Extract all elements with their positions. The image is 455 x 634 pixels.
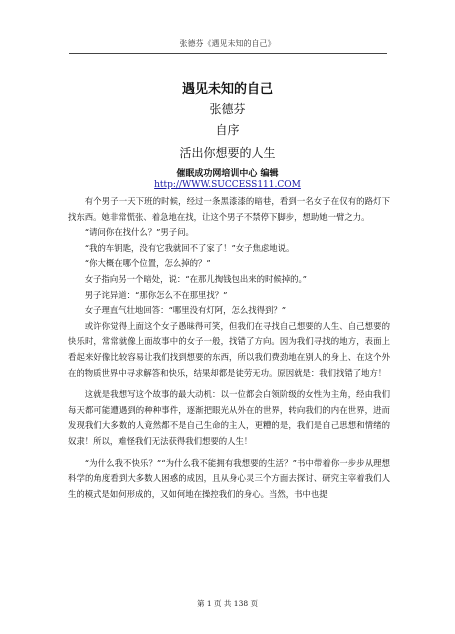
- paragraph: 女子理直气壮地回答：“哪里没有灯阿，怎么找得到？”: [84, 305, 286, 316]
- editor-credit: 催眠成功网培训中心 编辑: [176, 169, 279, 179]
- paragraph: 有个男子一天下班的时候，经过一条黑漆漆的暗巷，看到一名女子在仅有的路灯下找东西。她非常慌张、着急地在找，让这个男子不禁停下脚步，想助她一臂之力。: [68, 196, 390, 222]
- header-divider: [69, 53, 387, 54]
- paragraph: “你大概在哪个位置，怎么掉的？”: [84, 258, 211, 269]
- section-subtitle: 活出你想要的人生: [179, 146, 276, 160]
- section-heading: 自序: [215, 123, 240, 137]
- paragraph: 女子指向另一个暗处，说：“在那儿掏钱包出来的时候掉的。”: [84, 273, 307, 284]
- paragraph: “为什么我不快乐？”“为什么我不能拥有我想要的生活？”书中带着你一步步从理想科学的角度看到大多数人困惑的成因，且从身心灵三个方面去探讨、研究主宰着我们人生的模式是如何形成的，又如何地在操控我们的身心。当然，书中也提: [68, 457, 390, 499]
- page-number: 第 1 页 共 138 页: [196, 599, 258, 608]
- document-title: 遇见未知的自己: [181, 82, 273, 97]
- paragraph: “请问你在找什么？”男子问。: [84, 227, 194, 238]
- body-text: [68, 194, 390, 502]
- website-link[interactable]: http://WWW.SUCCESS111.COM: [154, 180, 301, 190]
- running-header: 张德芬《遇见未知的自己》: [179, 39, 276, 48]
- author-name: 张德芬: [209, 102, 246, 116]
- paragraph: 男子诧异道：“那你怎么不在那里找？”: [84, 289, 228, 300]
- paragraph: “我的车钥匙，没有它我就回不了家了！”女子焦虑地说。: [84, 242, 295, 253]
- paragraph: 这就是我想写这个故事的最大动机：以一位都会白领阶级的女性为主角，经由我们每天都可能遭遇到的种种事件，逐渐把眼光从外在的世界，转向我们的内在世界，进而发现我们大多数的人竟然都不是自己生命的主人，更糟的是，我们是自己思想和情绪的奴隶！所以，难怪我们无法获得我们想要的人生！: [68, 389, 390, 446]
- paragraph: 或许你觉得上面这个女子愚昧得可笑，但我们在寻找自己想要的人生、自己想要的快乐时，常常就像上面故事中的女子一般，找错了方向。因为我们寻找的地方，表面上看起来好像比较容易让我们找到想要的东西，所以我们费劲地在别人的身上、在这个外在的物质世界中寻求解答和快乐，结果却都是徒劳无功。原因就是：我们找错了地方！: [68, 320, 390, 378]
